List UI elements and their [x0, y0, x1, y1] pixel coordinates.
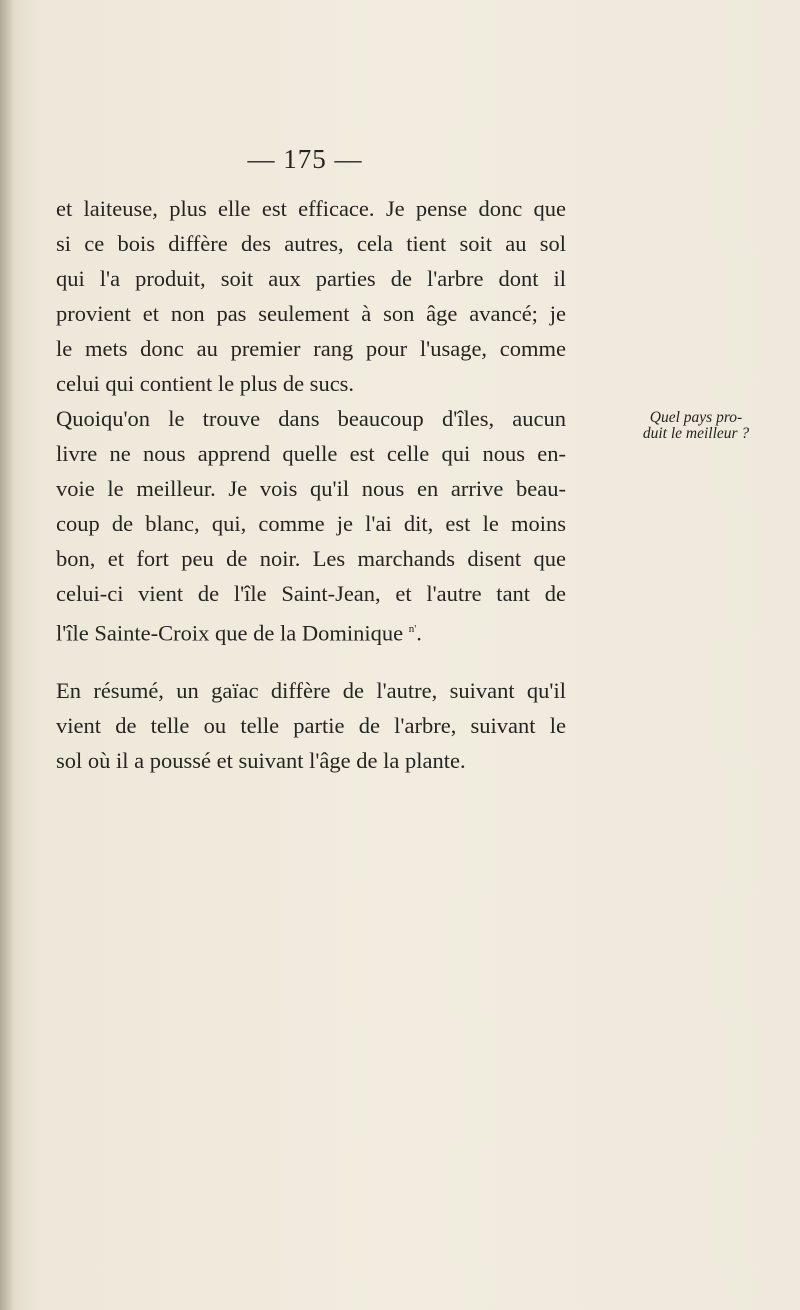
paragraph-line: vient de telle ou telle partie de l'arbre, suivant le	[56, 713, 566, 738]
paragraph-line: si ce bois diffère des autres, cela tient soit au sol	[56, 231, 566, 256]
paragraph-line: l'île Sainte-Croix que de la Dominique	[56, 620, 404, 646]
paragraph-line: et laiteuse, plus elle est efficace. Je pense donc que	[56, 196, 566, 221]
footnote-marker: n'	[408, 623, 417, 635]
paragraph-line: En résumé, un gaïac diffère de l'autre, suivant qu'il	[56, 678, 566, 703]
paragraph-line: coup de blanc, qui, comme je l'ai dit, est le moins	[56, 511, 566, 536]
margin-note	[596, 410, 796, 442]
paragraph-line: provient et non pas seulement à son âge avancé; je	[56, 301, 566, 326]
page-number: — 175 —	[247, 144, 363, 174]
paragraph-line: voie le meilleur. Je vois qu'il nous en arrive beau-	[56, 476, 566, 501]
margin-note-line: duit le meilleur ?	[642, 425, 750, 442]
paragraph-line: bon, et fort peu de noir. Les marchands disent que	[56, 546, 566, 571]
paragraph-line: Quoiqu'on le trouve dans beaucoup d'îles, aucun	[56, 406, 566, 431]
margin-note-line: Quel pays pro-	[649, 409, 743, 426]
paragraph-line: celui-ci vient de l'île Saint-Jean, et l'autre tant de	[56, 581, 566, 606]
paragraph-line: sol où il a poussé et suivant l'âge de la plante.	[56, 748, 466, 773]
paragraph-last-line	[56, 614, 566, 649]
paragraph-line: livre ne nous apprend quelle est celle qui nous en-	[56, 441, 566, 466]
end-punctuation: .	[416, 620, 422, 646]
gutter-shadow	[0, 0, 14, 1310]
paragraph-line: celui qui contient le plus de sucs.	[56, 371, 355, 396]
paragraph-line: le mets donc au premier rang pour l'usage, comme	[56, 336, 566, 361]
paragraph-line: qui l'a produit, soit aux parties de l'arbre dont il	[56, 266, 566, 291]
